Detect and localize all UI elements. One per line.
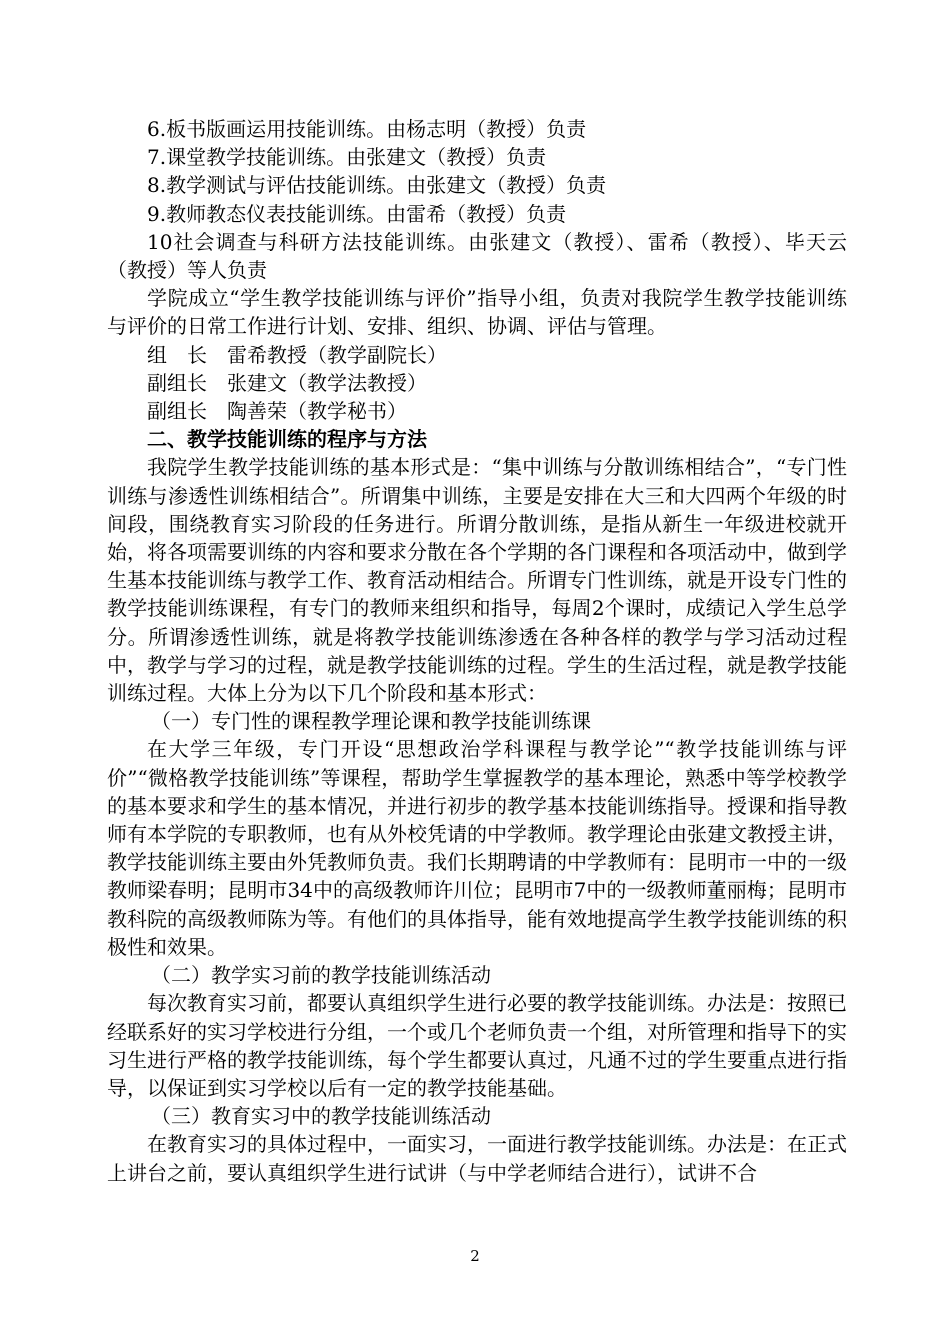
deputy-leader-2: 副组长 陶善荣（教学秘书）: [147, 399, 407, 424]
paragraph-guidance-group: 学院成立“学生教学技能训练与评价”指导小组，负责对我院学生教学技能训练与评价的日常工作进行计划、安排、组织、协调、评估与管理。: [107, 286, 847, 339]
list-item-9: 9.教师教态仪表技能训练。由雷希（教授）负责: [147, 201, 567, 226]
page-number: 2: [470, 1247, 480, 1265]
list-item-10: 10社会调查与科研方法技能训练。由张建文（教授）、雷希（教授）、毕天云（教授）等人负责: [107, 229, 847, 283]
subheading-3: （三）教育实习中的教学技能训练活动: [151, 1104, 491, 1129]
subheading-1: （一）专门性的课程教学理论课和教学技能训练课: [151, 709, 591, 734]
section-heading: 二、教学技能训练的程序与方法: [147, 427, 427, 452]
list-item-7: 7.课堂教学技能训练。由张建文（教授）负责: [147, 145, 547, 170]
document-body: [107, 115, 847, 1187]
subheading-2: （二）教学实习前的教学技能训练活动: [151, 963, 491, 988]
list-item-6: 6.板书版画运用技能训练。由杨志明（教授）负责: [147, 117, 587, 141]
paragraph-during-internship: 在教育实习的具体过程中，一面实习，一面进行教学技能训练。办法是：在正式上讲台之前，要认真组织学生进行试讲（与中学老师结合进行），试讲不合: [107, 1132, 847, 1185]
group-leader: 组 长 雷希教授（教学副院长）: [147, 342, 447, 367]
paragraph-courses: 在大学三年级，专门开设“思想政治学科课程与教学论”“教学技能训练与评价”“微格教学技能训练”等课程，帮助学生掌握教学的基本理论，熟悉中等学校教学的基本要求和学生的基本情况，并进行初步的教学基本技能训练指导。授课和指导教师有本学院的专职教师，也有从外校凭请的中学教师。教学理论由张建文教授主讲，教学技能训练主要由外凭教师负责。我们长期聘请的中学教师有：昆明市一中的一级教师梁春明；昆明市34中的高级教师许川位；昆明市7中的一级教师董丽梅；昆明市教科院的高级教师陈为等。有他们的具体指导，能有效地提高学生教学技能训练的积极性和效果。: [107, 737, 847, 959]
paragraph-basic-forms: 我院学生教学技能训练的基本形式是：“集中训练与分散训练相结合”，“专门性训练与渗透性训练相结合”。所谓集中训练，主要是安排在大三和大四两个年级的时间段，围绕教育实习阶段的任务进行。所谓分散训练，是指从新生一年级进校就开始，将各项需要训练的内容和要求分散在各个学期的各门课程和各项活动中，做到学生基本技能训练与教学工作、教育活动相结合。所谓专门性训练，就是开设专门性的教学技能训练课程，有专门的教师来组织和指导，每周2个课时，成绩记入学生总学分。所谓渗透性训练，就是将教学技能训练渗透在各种各样的教学与学习活动过程中，教学与学习的过程，就是教学技能训练的过程。学生的生活过程，就是教学技能训练过程。大体上分为以下几个阶段和基本形式：: [107, 455, 847, 706]
paragraph-pre-internship: 每次教育实习前，都要认真组织学生进行必要的教学技能训练。办法是：按照已经联系好的实习学校进行分组，一个或几个老师负责一个组，对所管理和指导下的实习生进行严格的教学技能训练，每个学生都要认真过，凡通不过的学生要重点进行指导，以保证到实习学校以后有一定的教学技能基础。: [107, 991, 847, 1100]
deputy-leader-1: 副组长 张建文（教学法教授）: [147, 370, 427, 395]
list-item-8: 8.教学测试与评估技能训练。由张建文（教授）负责: [147, 173, 607, 198]
